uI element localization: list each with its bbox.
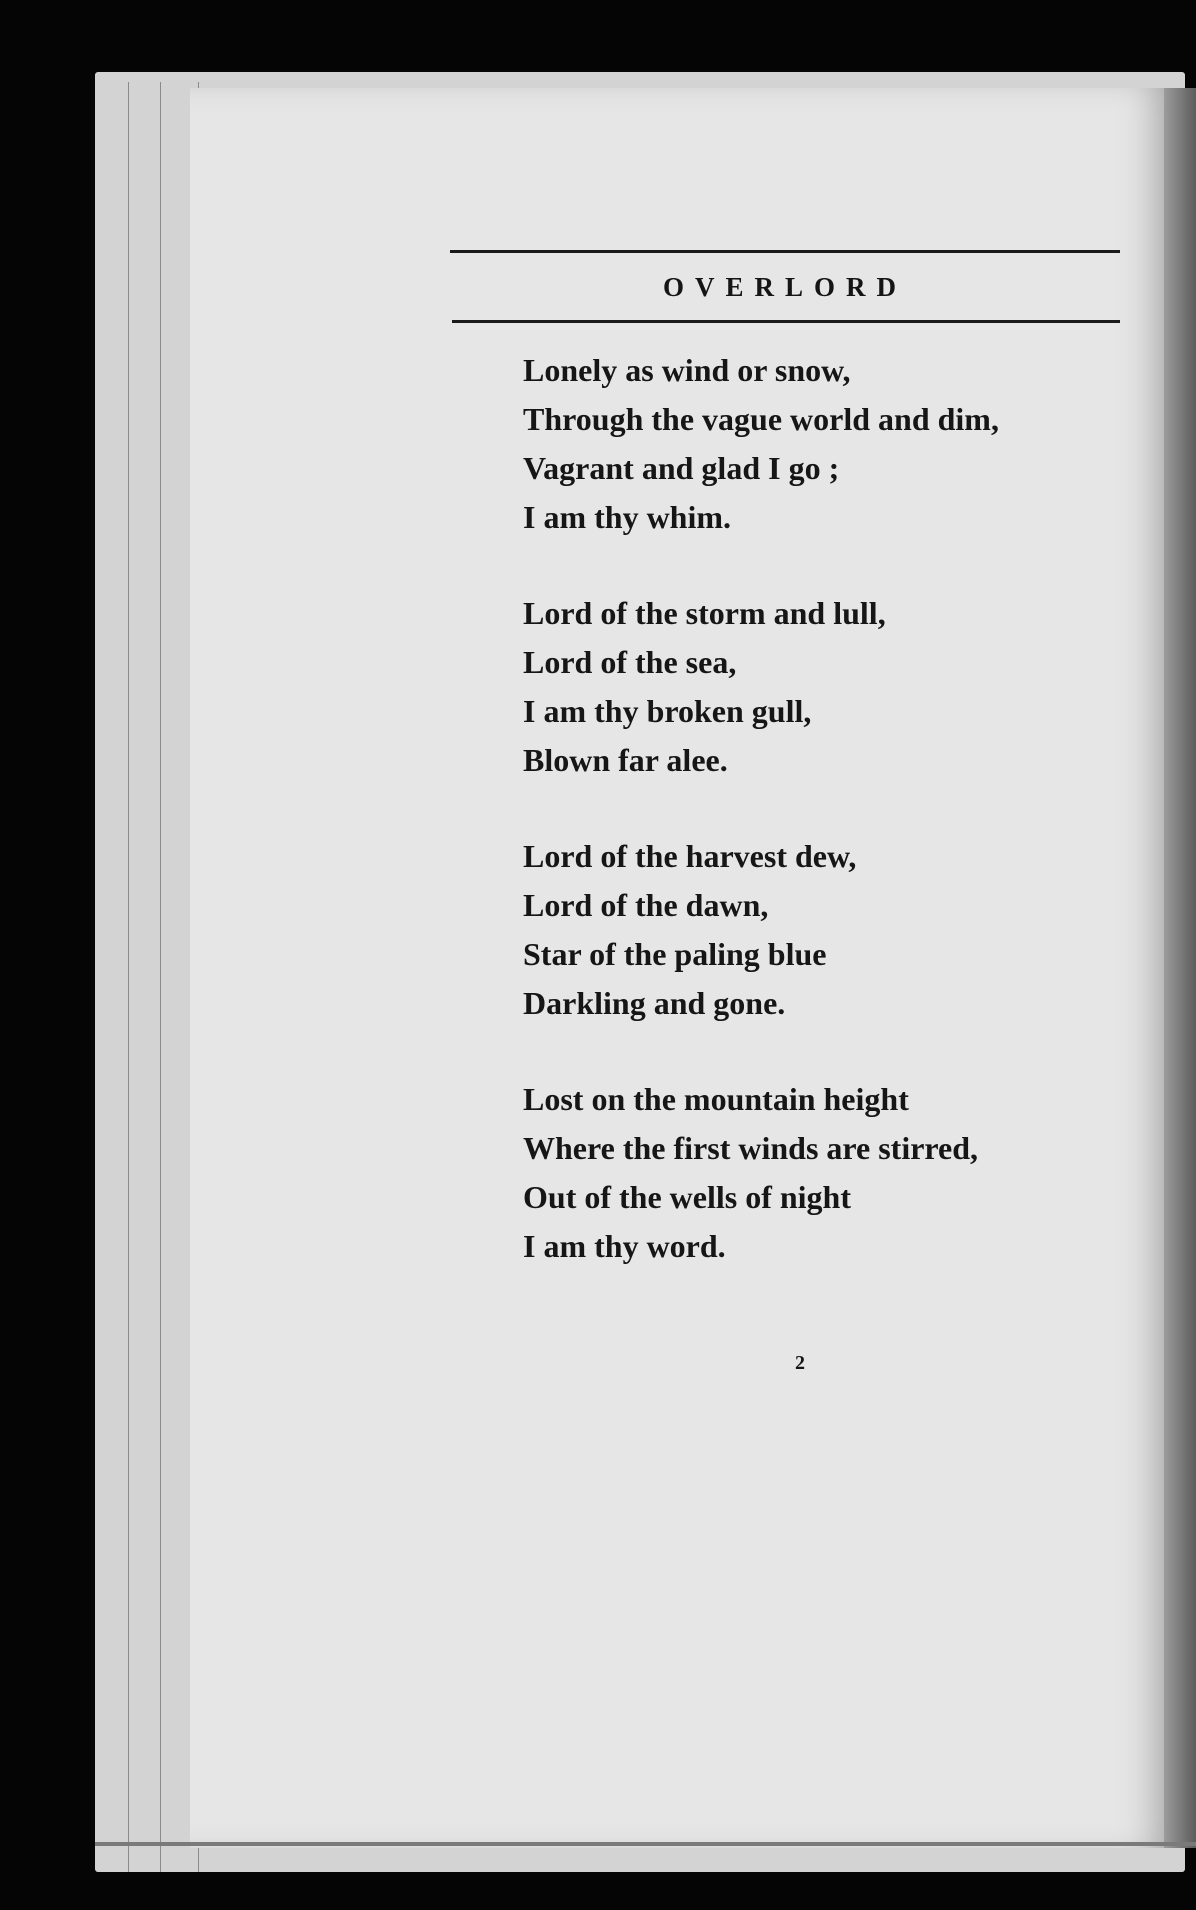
page-edge-line [128, 82, 129, 1872]
poem-line: Lord of the dawn, [523, 887, 769, 923]
poem-line: Out of the wells of night [523, 1179, 851, 1215]
header-rule-top [450, 250, 1120, 253]
poem-line: Where the first winds are stirred, [523, 1130, 979, 1166]
page-number: 2 [795, 1352, 805, 1374]
poem-line: Vagrant and glad I go ; [523, 450, 840, 486]
poem-line: Through the vague world and dim, [523, 401, 999, 437]
poem-line: Lord of the harvest dew, [523, 838, 857, 874]
poem-body [523, 346, 1123, 1318]
poem-line: I am thy word. [523, 1228, 726, 1264]
poem-line: Lost on the mountain height [523, 1081, 909, 1117]
page-edge-line [160, 82, 161, 1872]
poem-line: I am thy broken gull, [523, 693, 812, 729]
running-head: OVERLORD [662, 272, 907, 302]
poem-line: Blown far alee. [523, 742, 728, 778]
poem-line: Darkling and gone. [523, 985, 786, 1021]
poem-line: Star of the paling blue [523, 936, 827, 972]
poem-line: Lonely as wind or snow, [523, 352, 851, 388]
poem-line: I am thy whim. [523, 499, 732, 535]
poem-line: Lord of the storm and lull, [523, 595, 886, 631]
page-bottom-edge [95, 1842, 1196, 1846]
stanza [523, 832, 1123, 1028]
poem-line: Lord of the sea, [523, 644, 737, 680]
header-rule-bottom [452, 320, 1120, 323]
stanza [523, 1075, 1123, 1271]
stanza [523, 589, 1123, 785]
page-gutter-shadow [1164, 88, 1196, 1848]
stanza [523, 346, 1123, 542]
